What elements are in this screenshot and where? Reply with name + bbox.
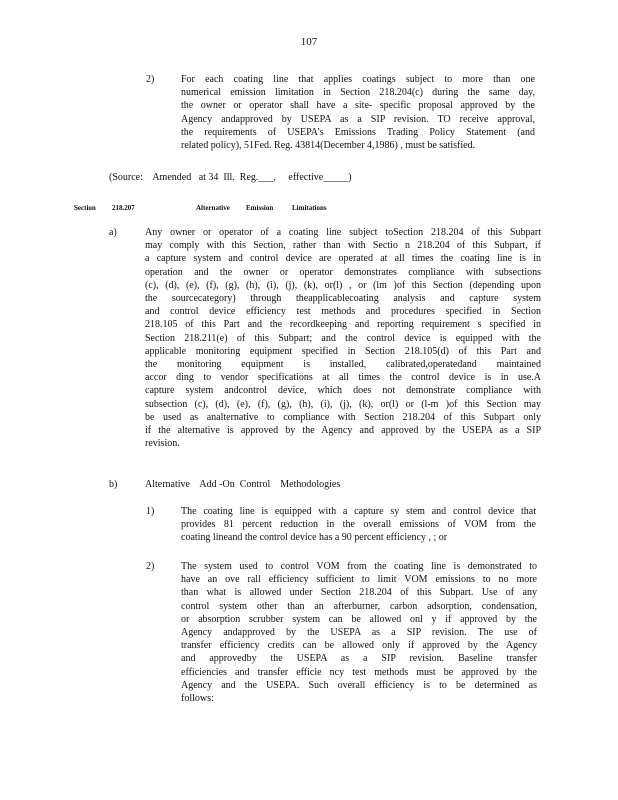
item-label-2-top: 2) (146, 74, 155, 85)
text-line: than what is allowed under Section 218.204 of this Subpart. Use of any (181, 587, 537, 599)
text-line: control system other than an afterburner, carbon adsorption, condensation, (181, 600, 537, 612)
item-b1-text (181, 505, 536, 545)
text-line: a capture system and control device are operated at all times the coating line is in (145, 253, 541, 265)
paragraph-2-top (181, 73, 535, 152)
text-line: have an ove rall efficiency sufficient to limit VOM emissions to no more (181, 574, 537, 586)
text-line: The coating line is equipped with a capture sy stem and control device that (181, 506, 536, 517)
item-label-b2: 2) (146, 561, 155, 572)
source-note: (Source: Amended at 34 Ill. Reg.___, effective_____) (109, 172, 352, 183)
text-line: accor ding to vendor specifications at all times the control device is in use.A (145, 372, 541, 384)
subsection-a-text (145, 226, 541, 450)
text-line: capture system andcontrol device, which does not demonstrate compliance with (145, 385, 541, 397)
subsection-label-a: a) (109, 227, 117, 238)
text-line: (c), (d), (e), (f), (g), (h), (i), (j), (k), or(l) , or (lm )of this Section (depending upon (145, 279, 541, 291)
text-line: efficiencies and transfer efficie ncy test methods must be approved by the (181, 666, 537, 678)
text-line: follows: (181, 693, 214, 705)
text-line: coating lineand the control device has a 90 percent efficiency , ; or (181, 532, 448, 544)
text-line: Agency andapproved by USEPA as a SIP revision. TO receive approval, (181, 113, 535, 125)
text-line: Agency andapproved by the USEPA as a SIP revision. The use of (181, 627, 537, 639)
text-line: provides 81 percent reduction in the overall emissions of VOM from the (181, 519, 536, 531)
section-number: 218.207 (112, 204, 135, 212)
text-line: The system used to control VOM from the coating line is demonstrated to (181, 561, 537, 572)
item-b2-text (181, 560, 537, 705)
text-line: revision. (145, 438, 180, 450)
text-line: Section 218.211(e) of this Subpart; and the control device is equipped with the (145, 332, 541, 344)
text-line: For each coating line that applies coatings subject to more than one (181, 74, 535, 85)
text-line: applicable monitoring equipment specified in Section 218.105(d) of this Part and (145, 345, 541, 357)
text-line: and approvedby the USEPA as a SIP revision. Baseline transfer (181, 653, 537, 665)
text-line: 218.105 of this Part and the recordkeeping and reporting requirement s specified in (145, 319, 541, 331)
text-line: subsection (c), (d), (e), (f), (g), (h), (i), (j), (k), or(l) or (l-m )of this Section may (145, 398, 541, 410)
subsection-label-b: b) (109, 479, 118, 490)
text-line: Agency and the USEPA. Such overall efficiency is to be determined as (181, 679, 537, 691)
text-line: Any owner or operator of a coating line subject toSection 218.204 of this Subpart (145, 227, 541, 238)
section-title-limitations: Limitations (292, 204, 327, 212)
text-line: or absorption scrubber system can be allowed onl y if approved by the (181, 613, 537, 625)
page-number: 107 (300, 36, 318, 48)
text-line: may comply with this Section, rather than with Sectio n 218.204 of this Subpart, if (145, 240, 541, 252)
item-label-b1: 1) (146, 506, 155, 517)
text-line: related policy), 51Fed. Reg. 43814(December 4,1986) , must be satisfied. (181, 140, 476, 152)
text-line: operation and the owner or operator demonstrates compliance with subsections (145, 266, 541, 278)
text-line: the owner or operator shall have a site- specific proposal approved by the (181, 100, 535, 112)
text-line: numerical emission limitation in Section 218.204(c) during the same day, (181, 87, 535, 99)
section-word: Section (74, 204, 96, 212)
text-line: and control device efficiency test methods and procedures specified in Section (145, 306, 541, 318)
text-line: the sourcecategory) through theapplicablecoating analysis and capture system (145, 293, 541, 305)
section-title-alternative: Alternative (196, 204, 230, 212)
text-line: be used as analternative to compliance with Section 218.204 of this Subpart only (145, 411, 541, 423)
text-line: if the alternative is approved by the Agency and approved by the USEPA as a SIP (145, 425, 541, 437)
text-line: transfer efficiency credits can be allowed only if approved by the Agency (181, 640, 537, 652)
subsection-b-title: Alternative Add -On Control Methodologies (145, 479, 341, 490)
section-title-emission: Emission (246, 204, 274, 212)
text-line: the monitoring equipment is installed, calibrated,operatedand maintained (145, 359, 541, 371)
text-line: the requirements of USEPA’s Emissions Trading Policy Statement (and (181, 126, 535, 138)
